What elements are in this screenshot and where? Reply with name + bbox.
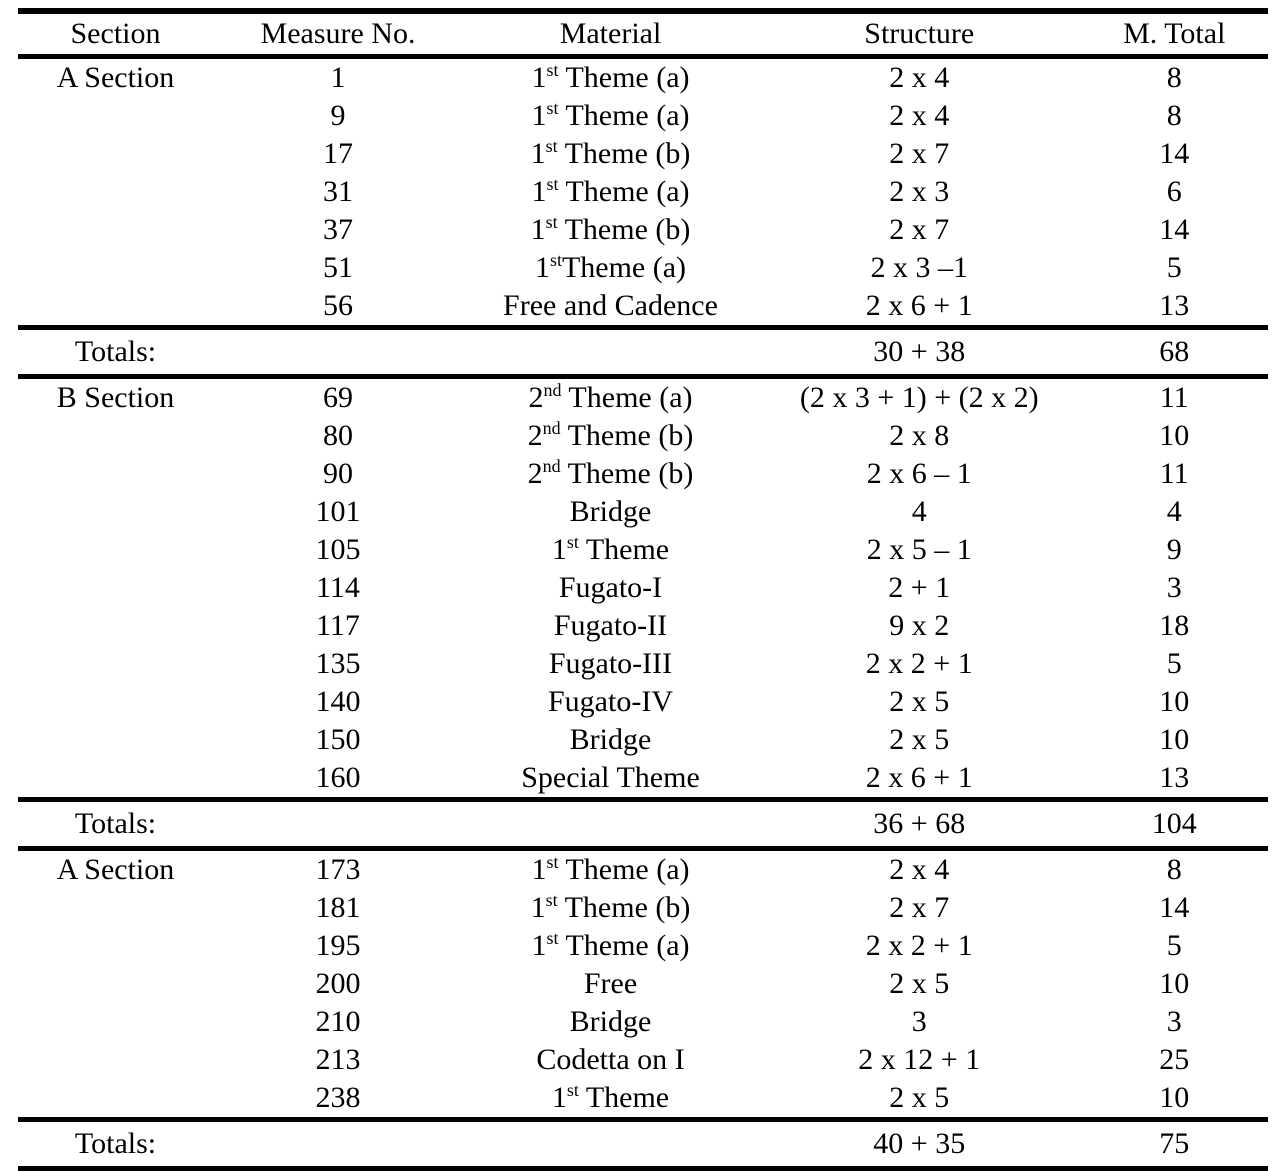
material-cell [463, 800, 758, 849]
ordinal-superscript: st [546, 98, 559, 118]
section-cell [18, 97, 213, 135]
measure-cell: 101 [315, 495, 361, 528]
total-cell: 6 [1166, 175, 1182, 208]
totals-row [18, 1120, 1268, 1169]
table-row [18, 211, 1268, 249]
table-row [18, 455, 1268, 493]
measure-cell [213, 328, 463, 377]
structure-cell: 2 x 7 [889, 891, 950, 924]
structure-cell: 3 [911, 1005, 927, 1038]
table-row [18, 377, 1268, 418]
material-cell: Free [583, 967, 638, 1000]
table-row [18, 607, 1268, 645]
table-row [18, 57, 1268, 98]
total-cell: 14 [1159, 891, 1190, 924]
measure-cell: 9 [330, 99, 346, 132]
structure-cell: 2 x 12 + 1 [858, 1043, 981, 1076]
material-cell: 1stTheme (a) [534, 250, 687, 284]
section-cell [18, 455, 213, 493]
section-cell [18, 927, 213, 965]
measure-cell: 210 [315, 1005, 361, 1038]
total-cell: 104 [1151, 807, 1197, 840]
totals-row [18, 800, 1268, 849]
section-cell: A Section [56, 61, 175, 94]
structure-cell: 2 x 6 + 1 [865, 289, 973, 322]
total-cell: 10 [1159, 419, 1190, 452]
material-cell: Fugato-I [558, 571, 663, 604]
section-cell: Totals: [74, 335, 157, 368]
measure-cell: 31 [323, 175, 353, 208]
total-cell: 3 [1166, 571, 1182, 604]
ordinal-superscript: nd [543, 380, 562, 400]
header-row [18, 11, 1268, 57]
table-row [18, 1003, 1268, 1041]
material-cell: Fugato-IV [548, 685, 673, 718]
material-cell: 1st Theme (a) [531, 60, 690, 94]
total-cell: 25 [1159, 1043, 1190, 1076]
table-row [18, 531, 1268, 569]
total-cell: 11 [1159, 381, 1189, 414]
total-cell: 5 [1166, 251, 1182, 284]
measure-cell: 105 [315, 533, 361, 566]
structure-cell: 2 x 4 [889, 853, 950, 886]
section-cell: Totals: [74, 1127, 157, 1160]
section-cell [18, 173, 213, 211]
material-cell: Fugato-II [553, 609, 668, 642]
section-cell: Totals: [74, 807, 157, 840]
ordinal-superscript: st [546, 852, 559, 872]
measure-cell: 80 [323, 419, 353, 452]
material-cell [463, 328, 758, 377]
structure-cell: 2 x 5 – 1 [866, 533, 972, 566]
structure-cell: 2 x 5 [889, 723, 950, 756]
section-cell: B Section [56, 381, 175, 414]
structure-cell: 9 x 2 [889, 609, 950, 642]
measure-cell: 195 [315, 929, 361, 962]
table-row [18, 1041, 1268, 1079]
measure-cell: 90 [323, 457, 353, 490]
measure-cell: 1 [330, 61, 346, 94]
table-row [18, 889, 1268, 927]
total-cell: 14 [1159, 137, 1190, 170]
material-cell: 1st Theme (b) [530, 212, 691, 246]
material-cell: 2nd Theme (b) [527, 456, 694, 490]
section-cell [18, 287, 213, 328]
ordinal-superscript: st [546, 60, 559, 80]
total-cell: 10 [1159, 1081, 1190, 1114]
total-cell: 8 [1166, 61, 1182, 94]
measure-cell: 37 [323, 213, 353, 246]
table-row [18, 683, 1268, 721]
section-cell [18, 531, 213, 569]
material-cell: Bridge [569, 723, 652, 756]
measure-cell: 238 [315, 1081, 361, 1114]
table-row [18, 849, 1268, 890]
header-material: Material [559, 17, 662, 50]
table-row [18, 493, 1268, 531]
measure-cell: 114 [316, 571, 360, 604]
ordinal-superscript: st [545, 136, 558, 156]
total-cell: 11 [1159, 457, 1189, 490]
material-cell: 2nd Theme (b) [527, 418, 694, 452]
measure-cell: 51 [323, 251, 353, 284]
section-cell [18, 645, 213, 683]
table-row [18, 173, 1268, 211]
structure-cell: (2 x 3 + 1) + (2 x 2) [799, 381, 1039, 414]
measure-cell [213, 800, 463, 849]
structure-cell: 2 + 1 [888, 571, 951, 604]
table-row [18, 759, 1268, 800]
table-row [18, 645, 1268, 683]
section-cell [18, 569, 213, 607]
material-cell: 2nd Theme (a) [528, 380, 693, 414]
total-cell: 13 [1159, 761, 1190, 794]
section-cell [18, 683, 213, 721]
material-cell: Bridge [569, 495, 652, 528]
section-cell [18, 721, 213, 759]
measure-cell: 17 [323, 137, 353, 170]
table-row [18, 927, 1268, 965]
measure-cell: 200 [315, 967, 361, 1000]
total-cell: 4 [1166, 495, 1182, 528]
header-structure: Structure [864, 17, 975, 50]
ordinal-superscript: st [545, 890, 558, 910]
structure-cell: 2 x 3 [889, 175, 950, 208]
measure-cell: 69 [323, 381, 353, 414]
table-row [18, 721, 1268, 759]
structure-cell: 30 + 38 [873, 335, 966, 368]
material-cell: 1st Theme [551, 532, 670, 566]
table-row [18, 569, 1268, 607]
totals-row [18, 328, 1268, 377]
structure-cell: 2 x 2 + 1 [865, 929, 973, 962]
measure-cell: 160 [315, 761, 361, 794]
structure-cell: 2 x 2 + 1 [865, 647, 973, 680]
section-cell [18, 417, 213, 455]
total-cell: 18 [1159, 609, 1190, 642]
section-cell [18, 1003, 213, 1041]
ordinal-superscript: st [545, 212, 558, 232]
ordinal-superscript: st [549, 250, 562, 270]
section-cell [18, 1079, 213, 1120]
table-row [18, 249, 1268, 287]
section-cell [18, 1041, 213, 1079]
ordinal-superscript: nd [542, 418, 561, 438]
table-row [18, 965, 1268, 1003]
measure-cell: 150 [315, 723, 361, 756]
ordinal-superscript: st [566, 532, 579, 552]
ordinal-superscript: st [546, 928, 559, 948]
measure-cell: 173 [315, 853, 361, 886]
structure-cell: 2 x 7 [889, 137, 950, 170]
header-measure: Measure No. [260, 17, 416, 50]
header-section: Section [70, 17, 161, 50]
section-cell [18, 889, 213, 927]
total-cell: 75 [1159, 1127, 1190, 1160]
material-cell: 1st Theme (b) [530, 136, 691, 170]
structure-cell: 40 + 35 [873, 1127, 966, 1160]
section-cell [18, 965, 213, 1003]
ordinal-superscript: st [546, 174, 559, 194]
material-cell: 1st Theme (b) [530, 890, 691, 924]
material-cell: Codetta on I [536, 1043, 685, 1076]
ordinal-superscript: nd [542, 456, 561, 476]
structure-cell: 2 x 5 [889, 685, 950, 718]
total-cell: 8 [1166, 853, 1182, 886]
material-cell: 1st Theme (a) [531, 852, 690, 886]
total-cell: 14 [1159, 213, 1190, 246]
total-cell: 68 [1159, 335, 1190, 368]
total-cell: 5 [1166, 647, 1182, 680]
material-cell: Fugato-III [548, 647, 673, 680]
structure-cell: 2 x 6 – 1 [866, 457, 972, 490]
measure-cell: 56 [323, 289, 353, 322]
material-cell: 1st Theme (a) [531, 928, 690, 962]
section-cell [18, 759, 213, 800]
measure-cell: 181 [315, 891, 361, 924]
material-cell [463, 1120, 758, 1169]
structure-cell: 36 + 68 [873, 807, 966, 840]
structure-cell: 4 [911, 495, 927, 528]
section-cell [18, 607, 213, 645]
section-cell [18, 211, 213, 249]
table-row [18, 287, 1268, 328]
table-row [18, 417, 1268, 455]
material-cell: Free and Cadence [503, 289, 718, 322]
measure-cell: 117 [316, 609, 360, 642]
table-row [18, 97, 1268, 135]
form-analysis-table [18, 8, 1268, 1171]
total-cell: 8 [1166, 99, 1182, 132]
structure-cell: 2 x 5 [889, 1081, 950, 1114]
total-cell: 9 [1166, 533, 1182, 566]
section-cell [18, 493, 213, 531]
section-cell: A Section [56, 853, 175, 886]
measure-cell: 140 [315, 685, 361, 718]
material-cell: 1st Theme (a) [531, 98, 690, 132]
structure-cell: 2 x 4 [889, 61, 950, 94]
table-body [18, 57, 1268, 1169]
table-row [18, 1079, 1268, 1120]
total-cell: 10 [1159, 967, 1190, 1000]
material-cell: Special Theme [521, 761, 700, 794]
total-cell: 10 [1159, 685, 1190, 718]
section-cell [18, 249, 213, 287]
section-cell [18, 135, 213, 173]
table-row [18, 135, 1268, 173]
measure-cell: 135 [315, 647, 361, 680]
structure-cell: 2 x 6 + 1 [865, 761, 973, 794]
structure-cell: 2 x 7 [889, 213, 950, 246]
material-cell: 1st Theme (a) [531, 174, 690, 208]
structure-cell: 2 x 5 [889, 967, 950, 1000]
total-cell: 5 [1166, 929, 1182, 962]
total-cell: 10 [1159, 723, 1190, 756]
structure-cell: 2 x 4 [889, 99, 950, 132]
measure-cell: 213 [315, 1043, 361, 1076]
structure-cell: 2 x 8 [889, 419, 950, 452]
structure-cell: 2 x 3 –1 [870, 251, 968, 284]
total-cell: 3 [1166, 1005, 1182, 1038]
material-cell: 1st Theme [551, 1080, 670, 1114]
material-cell: Bridge [569, 1005, 652, 1038]
ordinal-superscript: st [566, 1080, 579, 1100]
measure-cell [213, 1120, 463, 1169]
header-total: M. Total [1123, 17, 1226, 50]
total-cell: 13 [1159, 289, 1190, 322]
